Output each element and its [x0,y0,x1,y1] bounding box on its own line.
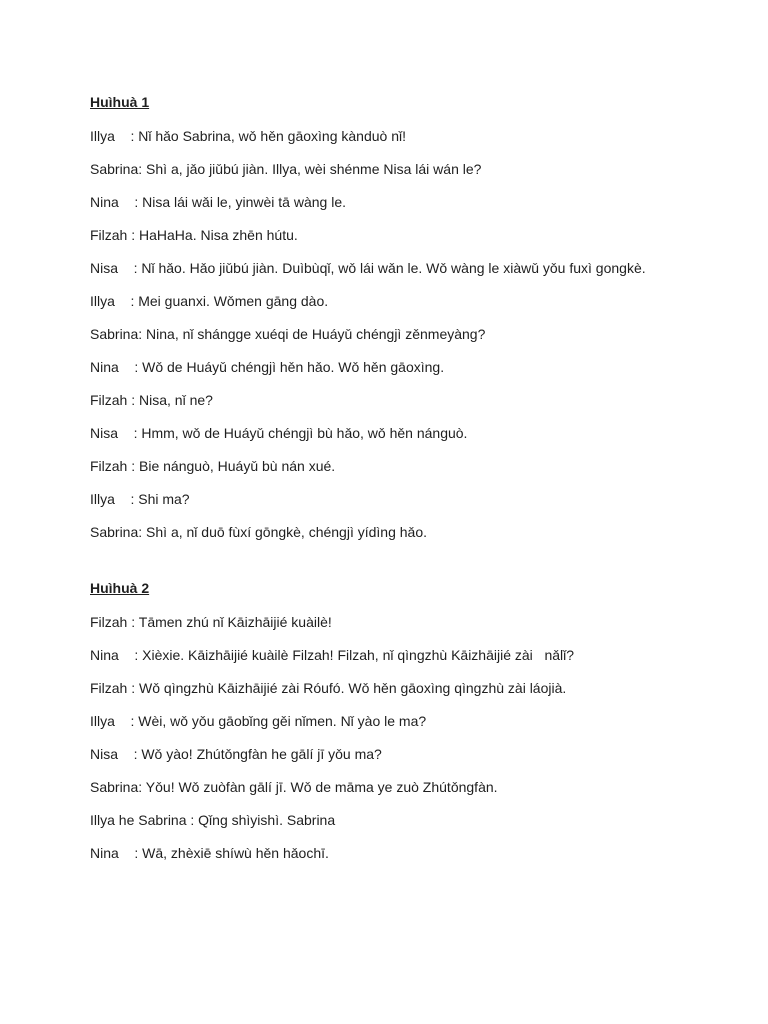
document-page [90,93,710,876]
dialogue-line: Nisa : Wǒ yào! Zhútǒngfàn he gālí jī yǒu ma? [90,746,382,762]
dialogue-line: Nisa : Nǐ hǎo. Hǎo jiǔbú jiàn. Duìbùqǐ, wǒ lái wǎn le. Wǒ wàng le xiàwǔ yǒu fuxì gongkè. [90,260,646,276]
dialogue-line: Nina : Xièxie. Kāizhāijié kuàilè Filzah! Filzah, nǐ qìngzhù Kāizhāijié zài nǎlǐ? [90,647,575,663]
dialogue-line: Sabrina: Shì a, jǎo jiǔbú jiàn. Illya, wèi shénme Nisa lái wán le? [90,161,482,177]
dialogue-section-1 [90,93,710,542]
section-heading: Huìhuà 1 [90,94,150,110]
section-spacer [90,555,710,579]
dialogue-section-2 [90,579,710,863]
dialogue-line: Illya : Nǐ hǎo Sabrina, wǒ hěn gāoxìng kànduò nǐ! [90,128,406,144]
dialogue-line: Sabrina: Yǒu! Wǒ zuòfàn gālí jī. Wǒ de māma ye zuò Zhútǒngfàn. [90,779,498,795]
dialogue-line: Illya : Mei guanxi. Wǒmen gāng dào. [90,293,329,309]
dialogue-line: Filzah : Tāmen zhú nǐ Kāizhāijié kuàilè! [90,614,332,630]
dialogue-line: Nina : Nisa lái wǎi le, yinwèi tā wàng le. [90,194,346,210]
dialogue-line: Illya : Wèi, wǒ yǒu gāobǐng gěi nǐmen. Nǐ yào le ma? [90,713,427,729]
dialogue-line: Illya he Sabrina : Qǐng shìyishì. Sabrina [90,812,336,828]
section-heading: Huìhuà 2 [90,580,150,596]
dialogue-line: Filzah : HaHaHa. Nisa zhēn hútu. [90,227,298,243]
dialogue-line: Nina : Wā, zhèxiē shíwù hěn hǎochī. [90,845,329,861]
dialogue-line: Nisa : Hmm, wǒ de Huáyǔ chéngjì bù hǎo, wǒ hěn nánguò. [90,425,468,441]
dialogue-line: Filzah : Bie nánguò, Huáyǔ bù nán xué. [90,458,336,474]
dialogue-line: Sabrina: Nina, nǐ shángge xuéqi de Huáyǔ chéngjì zěnmeyàng? [90,326,486,342]
dialogue-line: Nina : Wǒ de Huáyǔ chéngjì hěn hǎo. Wǒ hěn gāoxìng. [90,359,445,375]
dialogue-line: Illya : Shi ma? [90,491,190,507]
dialogue-line: Sabrina: Shì a, nǐ duō fùxí gōngkè, chéngjì yídìng hǎo. [90,524,428,540]
dialogue-line: Filzah : Nisa, nǐ ne? [90,392,213,408]
dialogue-line: Filzah : Wǒ qìngzhù Kāizhāijié zài Róufó. Wǒ hěn gāoxìng qìngzhù zài láojià. [90,680,567,696]
